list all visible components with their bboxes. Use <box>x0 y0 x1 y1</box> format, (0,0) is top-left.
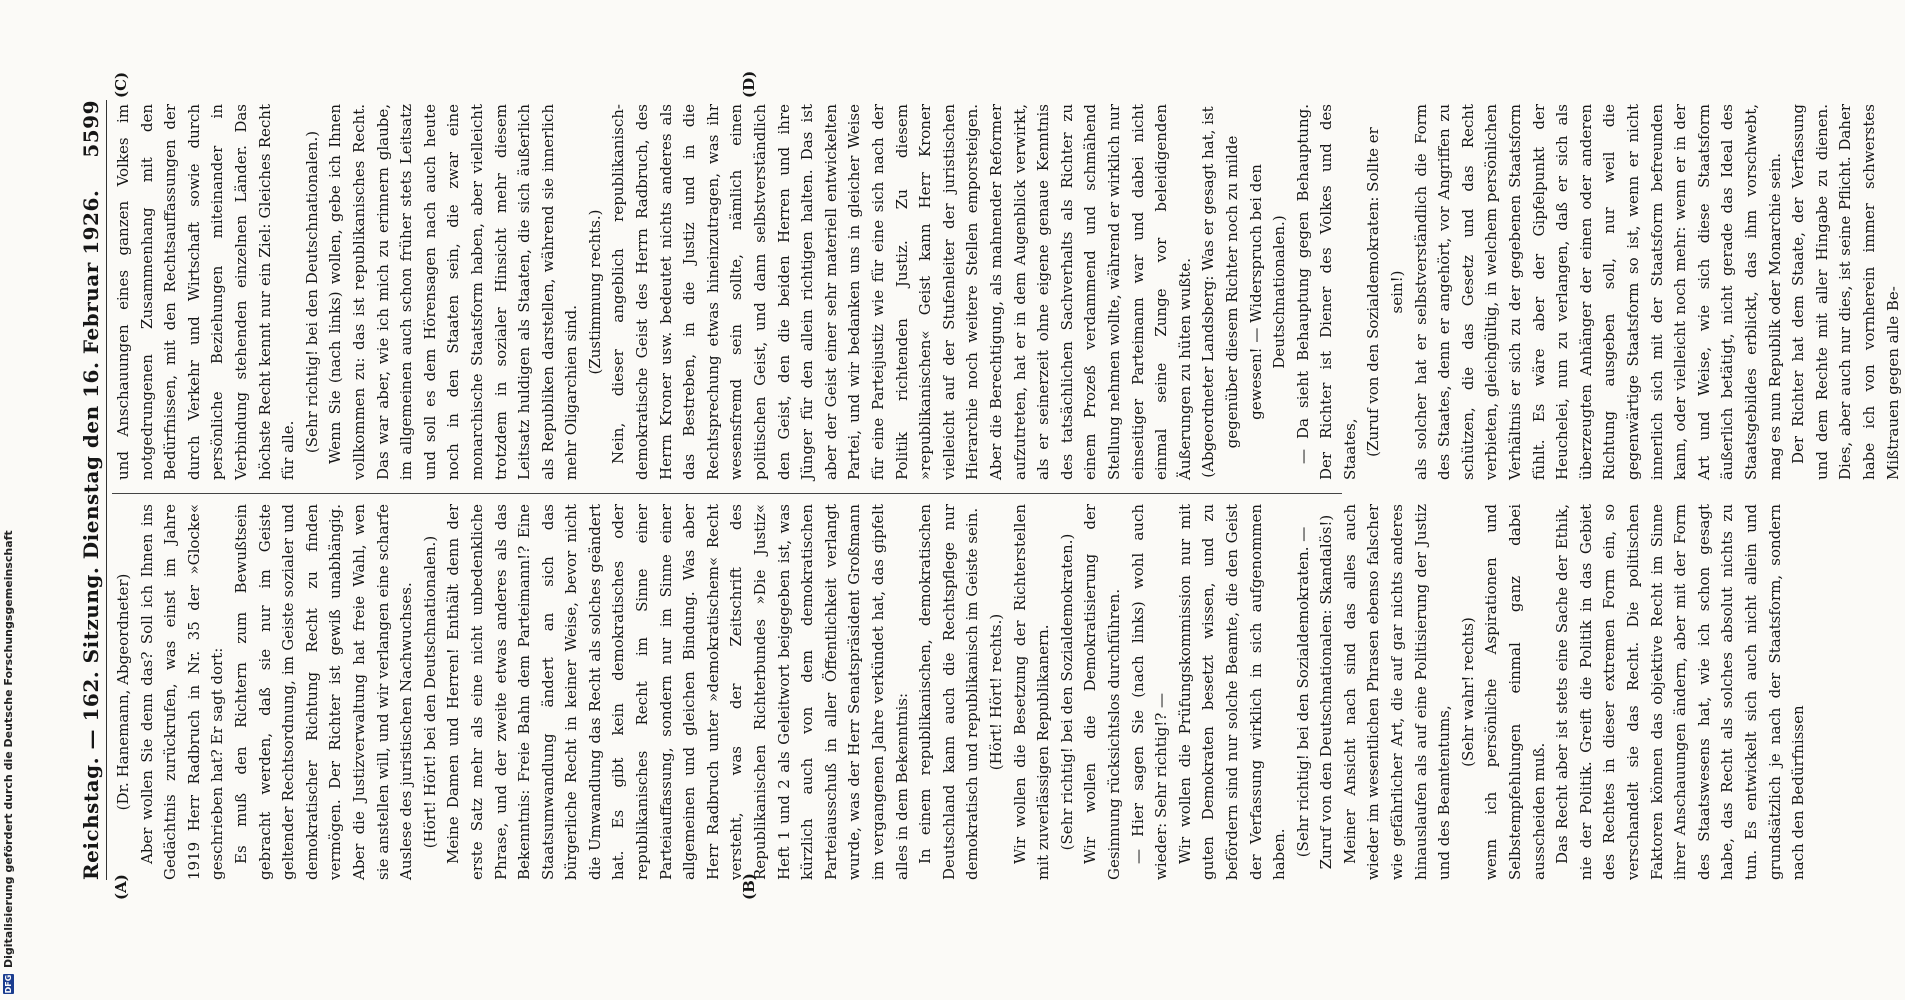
interjection: (Abgeordneter Landsberg: Was er gesagt hat, ist gegenüber diesem Richter noch zu milde gewesen! — Widerspruch bei den Deutschnationalen.) <box>1199 106 1289 478</box>
paragraph: Meiner Ansicht nach sind das alles auch wieder im wesentlichen Phrasen ebenso falscher wie gefährlicher Art, die auf gar nichts anderes hinauslaufen als auf eine Politisierung der Justiz und des Beamtentums, <box>1340 504 1454 880</box>
margin-marker-c: (C) <box>112 71 130 98</box>
paragraph: Meine Damen und Herren! Enthält denn der erste Satz mehr als eine nicht unbedenkliche Phrase, und der zweite etwas anderes als das Bekenntnis: Freie Bahn dem Parteimann!? Eine Staatsumwandlung ändert an sich das bürgerliche Recht in keiner Weise, bevor nicht die Umwandlung das Recht als solches geändert hat. Es gibt kein demokratisches oder republikanisches Recht im Sinne einer Parteiauffassung, sondern nur im Sinne einer allgemeinen und gleichen Bindung. Was aber Herr Radbruch unter »demokratischem« Recht versteht, was der Zeitschrift des Republikanischen Richterbundes »Die Justiz« Heft 1 und 2 als Geleitwort beigegeben ist, was kürzlich auch von dem demokratischen Parteiausschuß in aller Öffentlichkeit verlangt wurde, was der Herr Senatspräsident Großmann im vergangenen Jahre verkündet hat, das gipfelt alles in dem Bekenntnis: <box>444 504 911 880</box>
left-column <box>112 504 1808 880</box>
margin-marker-d: (D) <box>740 70 758 98</box>
interjection: (Zuruf von den Sozialdemokraten: Sollte er sein!) <box>1364 127 1407 457</box>
paragraph: Nein, dieser angeblich republikanisch-demokratische Geist des Herrn Radbruch, des Herrn Kroner usw. bedeutet nichts anderes als das Bestreben, in die Justiz und in die Rechtsprechung etwas hineinzutragen, was ihr wesensfremd sein sollte, nämlich einen politischen Geist, und dann selbstverständlich den Geist, den die beiden Herren und ihre Jünger für den allein richtigen halten. Das ist aber der Geist einer sehr materiell entwickelten Partei, und wir bedanken uns in gleicher Weise für eine Parteijustiz wie für eine sich nach der Politik richtenden Justiz. Zu diesem »republikanischen« Geist kann Herr Kroner vielleicht auf der Stufenleiter der juristischen Hierarchie noch weitere Stellen emporsteigen. Aber die Berechtigung, als mahnender Reformer aufzutreten, hat er in dem Augenblick verwirkt, als er seinerzeit ohne eigene genaue Kenntnis des tatsächlichen Sachverhalts als Richter zu einem Prozeß verdammend und schmähend Stellung nehmen wollte, während er wirklich nur einseitiger Parteimann war und dabei nicht einmal seine Zunge vor beleidigenden Äußerungen zu hüten wußte. <box>609 104 1194 480</box>
interjection: (Hört! Hört! bei den Deutschnationalen.) <box>420 535 439 849</box>
paragraph: Wenn Sie (nach links) wollen, gebe ich Ihnen vollkommen zu: das ist republikanisches Recht. Das war aber, wie ich mich zu erinnern glaube, im allgemeinen auch schon früher stets Leitsatz und soll es dem Hörensagen nach auch heute noch in den Staaten sein, die zwar eine monarchische Staatsform haben, aber vielleicht trotzdem in sozialer Hinsicht mehr diesem Leitsatz huldigen als Staaten, die sich äußerlich als Republiken darstellen, während sie innerlich mehr Oligarchien sind. <box>326 104 581 480</box>
right-column <box>112 104 1902 480</box>
margin-marker-a: (A) <box>112 874 130 900</box>
interjection: (Sehr richtig! bei den Sozialdemokraten.) <box>1057 533 1076 851</box>
footer-text: Digitalisierung gefördert durch die Deutsche Forschungsgemeinschaft <box>1 530 15 968</box>
page-header-title: Reichstag. — 162. Sitzung. Dienstag den 16. Februar 1926. <box>79 189 103 880</box>
speaker-line: (Dr. Hanemann, Abgeordneter) <box>114 573 132 811</box>
paragraph: und Anschauungen eines ganzen Volkes im notgedrungenen Zusammenhang mit den Bedürfnissen, mit den Rechtsauffassungen der durch Verkehr und Wirtschaft sowie durch persönliche Beziehungen miteinander in Verbindung stehenden einzelnen Länder. Das höchste Recht kennt nur ein Ziel: Gleiches Recht für alle. <box>114 104 298 480</box>
paragraph: als solcher hat er selbstverständlich die Form des Staates, denn er angehört, vor Angriffen zu schützen, die das Gesetz und das Recht verbieten, gleichgültig, in welchem persönlichen Verhältnis er sich zu der gegebenen Staatsform fühlt. Es wäre aber der Gipfelpunkt der Heuchelei, nun zu verlangen, daß er sich als überzeugten Anhänger der einen oder anderen Richtung ausgeben soll, nur weil die gegenwärtige Staatsform so ist, wenn er nicht innerlich sich mit der Staatsform befreunden kann, oder vielleicht noch mehr: wenn er in der Art und Weise, wie sich diese Staatsform äußerlich betätigt, nicht gerade das Ideal des Staatsgebildes erblickt, das ihm vorschwebt, mag es nun Republik oder Monarchie sein. <box>1411 104 1784 480</box>
margin-marker-b: (B) <box>740 873 758 900</box>
page-number: 5599 <box>79 100 103 158</box>
paragraph: Der Richter hat dem Staate, der Verfassung und dem Rechte mit aller Hingabe zu dienen. Dies, aber auch nur dies, ist seine Pflicht. Daher habe ich von vornherein immer schwerstes Mißtrauen gegen alle Be- <box>1789 104 1902 480</box>
paragraph: — Hier sagen Sie (nach links) wohl auch wieder: Sehr richtig!? — <box>1128 504 1171 880</box>
paragraph: Aber wollen Sie denn das? Soll ich Ihnen ins Gedächtnis zurückrufen, was einst im Jahre 1919 Herr Radbruch in Nr. 35 der »Glocke« geschrieben hat? Er sagt dort: <box>137 504 227 880</box>
header-rule <box>106 100 107 880</box>
interjection: (Sehr richtig! bei den Deutschnationalen.) <box>302 130 321 454</box>
paragraph: — Da sieht Behauptung gegen Behauptung. Der Richter ist Diener des Volkes und des Staates, <box>1293 104 1359 480</box>
quote-paragraph: Wir wollen die Demokratisierung der Gesinnung rücksichtslos durchführen. <box>1081 504 1123 880</box>
interjection: (Sehr wahr! rechts) <box>1458 617 1477 767</box>
quote-paragraph: Wir wollen die Prüfungskommission nur mit guten Demokraten besetzt wissen, und zu befördern sind nur solche Beamte, die den Geist der Verfassung wirklich in sich aufgenommen haben. <box>1175 504 1289 880</box>
interjection: (Hört! Hört! rechts.) <box>986 613 1005 771</box>
paragraph: wenn ich persönliche Aspirationen und Selbstempfehlungen einmal ganz dabei ausscheiden muß. <box>1482 504 1548 880</box>
interjection: (Sehr richtig! bei den Sozialdemokraten. — Zuruf von den Deutschnationalen: Skandalös!) <box>1293 514 1336 870</box>
paragraph: Das Recht aber ist stets eine Sache der Ethik, nie der Politik. Greift die Politik in das Gebiet des Rechtes in dieser extremen Form ein, so verschandelt sie das Recht. Die politischen Faktoren können das objektive Recht im Sinne ihrer Anschauungen ändern, aber mit der Form des Staatswesens hat, wie ich schon gesagt habe, das Recht als solches absolut nichts zu tun. Es entwickelt sich auch nicht allein und grundsätzlich je nach der Staatsform, sondern nach den Bedürfnissen <box>1553 504 1808 880</box>
page-header <box>76 100 106 880</box>
column-divider <box>112 493 1342 494</box>
dfg-logo-icon: DFG <box>3 974 13 994</box>
quote-paragraph: Es muß den Richtern zum Bewußtsein gebracht werden, daß sie nur im Geiste geltender Rechtsordnung, im Geiste sozialer und demokratischer Richtung Recht zu finden vermögen. Der Richter ist gewiß unabhängig. Aber die Justizverwaltung hat freie Wahl, wen sie anstellen will, und wir verlangen eine scharfe Auslese des juristischen Nachwuchses. <box>231 504 416 880</box>
interjection: (Zustimmung rechts.) <box>585 209 604 375</box>
quote-paragraph: In einem republikanischen, demokratischen Deutschland kann auch die Rechtspflege nur demokratisch und republikanisch im Geiste sein. <box>916 504 982 880</box>
digitization-footer <box>0 0 16 1000</box>
quote-paragraph: Wir wollen die Besetzung der Richterstellen mit zuverlässigen Republikanern. <box>1010 504 1053 880</box>
